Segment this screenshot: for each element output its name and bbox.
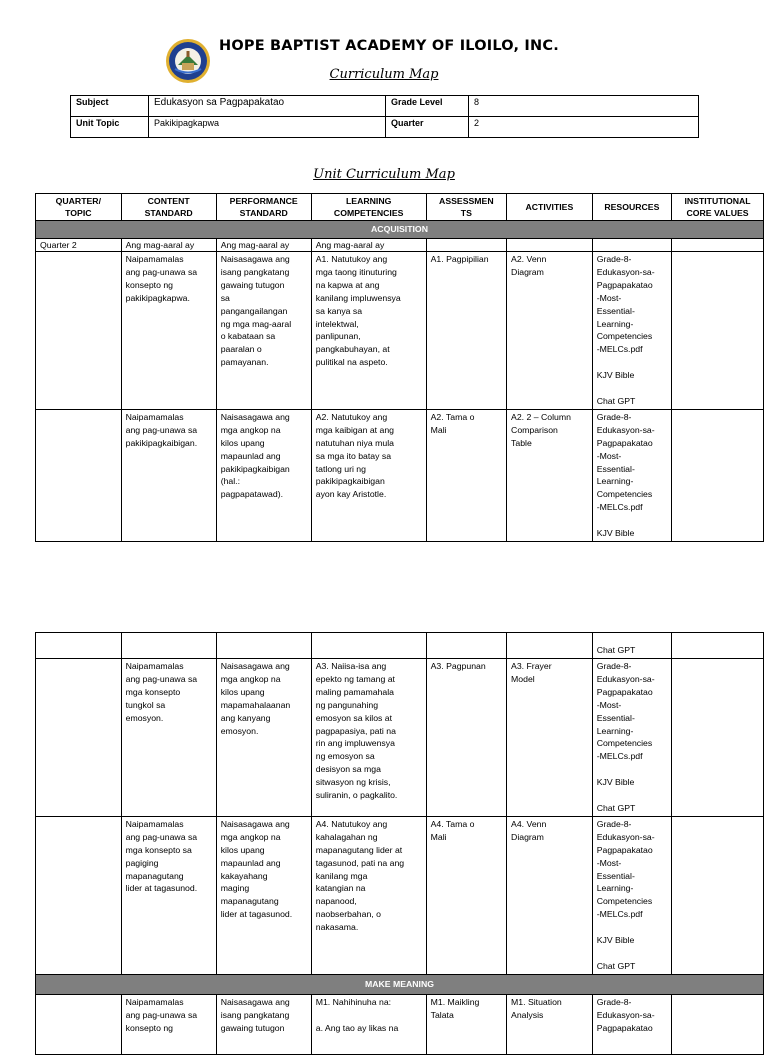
core-values-cell [672, 816, 764, 974]
table-row [36, 659, 764, 817]
resources-cell: Chat GPT [592, 633, 671, 659]
col-header-assessments: ASSESSMEN TS [426, 194, 506, 221]
col-header-learning-competencies: LEARNING COMPETENCIES [311, 194, 426, 221]
learning-competency-cell: A3. Naiisa-isa ang epekto ng tamang at maling pamamahala ng pangunahing emosyon sa kilos at pagpapasiya, pati na rin ang impluwensya ng emosyon sa desisyon sa mga sitwasyon ng krisis, suliranin, o pagkalito. [311, 659, 426, 817]
assessment-cell: A3. Pagpunan [426, 659, 506, 817]
activity-cell: M1. Situation Analysis [507, 994, 593, 1054]
resources-cell: Grade-8- Edukasyon-sa- Pagpapakatao -Most- Essential- Learning- Competencies -MELCs.pdf KJV Bible Chat GPT [592, 816, 671, 974]
performance-standard-cell: Naisasagawa ang isang pangkatang gawaing tutugon sa pangangailangan ng mga mag-aaral o kabataan sa paaralan o pamayanan. [216, 252, 311, 410]
activity-cell [507, 239, 593, 252]
learning-competency-cell: A1. Natutukoy ang mga taong itinuturing na kapwa at ang kanilang impluwensya sa kanya sa intelektwal, panlipunan, pangkabuhayan, at pulitikal na aspeto. [311, 252, 426, 410]
col-header-content-standard: CONTENT STANDARD [121, 194, 216, 221]
subject-value: Edukasyon sa Pagpapakatao [149, 96, 386, 117]
activity-cell: A2. Venn Diagram [507, 252, 593, 410]
performance-standard-cell: Naisasagawa ang mga angkop na kilos upang mapaunlad ang kakayahang maging mapanagutang lider at tagasunod. [216, 816, 311, 974]
info-table [70, 95, 699, 138]
activity-cell: A2. 2 – Column Comparison Table [507, 409, 593, 541]
quarter-label: Quarter [386, 117, 469, 138]
learning-competency-cell: Ang mag-aaral ay [311, 239, 426, 252]
col-header-core-values: INSTITUTIONAL CORE VALUES [672, 194, 764, 221]
performance-standard-cell: Naisasagawa ang isang pangkatang gawaing tutugon [216, 994, 311, 1054]
unit-topic-value: Pakikipagkapwa [149, 117, 386, 138]
content-standard-cell: Naipamamalas ang pag-unawa sa pakikipagkaibigan. [121, 409, 216, 541]
content-standard-cell: Naipamamalas ang pag-unawa sa mga konsepto sa pagiging mapanagutang lider at tagasunod. [121, 816, 216, 974]
grade-level-value: 8 [469, 96, 699, 117]
document-title: Curriculum Map [329, 67, 439, 82]
table-row [36, 239, 764, 252]
curriculum-table-continued [35, 632, 764, 1055]
learning-competency-cell: A4. Natutukoy ang kahalagahan ng mapanagutang lider at tagasunod, pati na ang kanilang mga katangian na napanood, naobserbahan, o nakasama. [311, 816, 426, 974]
assessment-cell: A2. Tama o Mali [426, 409, 506, 541]
school-name: HOPE BAPTIST ACADEMY OF ILOILO, INC. [219, 38, 559, 54]
quarter-cell [36, 409, 122, 541]
col-header-activities: ACTIVITIES [507, 194, 593, 221]
resources-cell: Grade-8- Edukasyon-sa- Pagpapakatao -Most- Essential- Learning- Competencies -MELCs.pdf KJV Bible [592, 409, 671, 541]
unit-curriculum-map-title: Unit Curriculum Map [313, 167, 455, 182]
core-values-cell [672, 659, 764, 817]
core-values-cell [672, 994, 764, 1054]
section-label: ACQUISITION [36, 221, 764, 239]
assessment-cell: A4. Tama o Mali [426, 816, 506, 974]
grade-level-label: Grade Level [386, 96, 469, 117]
table-row [36, 994, 764, 1054]
learning-competency-cell: A2. Natutukoy ang mga kaibigan at ang natutuhan niya mula sa mga ito batay sa tatlong uri ng pakikipagkaibigan ayon kay Aristotle. [311, 409, 426, 541]
quarter-cell: Quarter 2 [36, 239, 122, 252]
core-values-cell [672, 252, 764, 410]
table-row [36, 252, 764, 410]
unit-topic-label: Unit Topic [71, 117, 149, 138]
core-values-cell [672, 409, 764, 541]
col-header-resources: RESOURCES [592, 194, 671, 221]
content-standard-cell: Ang mag-aaral ay [121, 239, 216, 252]
performance-standard-cell: Naisasagawa ang mga angkop na kilos upang mapamahalaanan ang kanyang emosyon. [216, 659, 311, 817]
content-standard-cell: Naipamamalas ang pag-unawa sa mga konsepto tungkol sa emosyon. [121, 659, 216, 817]
section-label: MAKE MEANING [36, 974, 764, 994]
assessment-cell [426, 239, 506, 252]
section-acquisition [36, 221, 764, 239]
resources-cell: Grade-8- Edukasyon-sa- Pagpapakatao -Most- Essential- Learning- Competencies -MELCs.pdf KJV Bible Chat GPT [592, 252, 671, 410]
resources-cell [592, 239, 671, 252]
learning-competency-cell: M1. Nahihinuha na: a. Ang tao ay likas na [311, 994, 426, 1054]
core-values-cell [672, 239, 764, 252]
table-row [36, 633, 764, 659]
col-header-performance-standard: PERFORMANCE STANDARD [216, 194, 311, 221]
resources-cell: Grade-8- Edukasyon-sa- Pagpapakatao -Most- Essential- Learning- Competencies -MELCs.pdf KJV Bible Chat GPT [592, 659, 671, 817]
assessment-cell: A1. Pagpipilian [426, 252, 506, 410]
quarter-cell [36, 816, 122, 974]
activity-cell: A3. Frayer Model [507, 659, 593, 817]
resources-cell: Grade-8- Edukasyon-sa- Pagpapakatao [592, 994, 671, 1054]
curriculum-table [35, 193, 764, 542]
core-values-cell [672, 633, 764, 659]
table-header-row [36, 194, 764, 221]
performance-standard-cell: Naisasagawa ang mga angkop na kilos upang mapaunlad ang pakikipagkaibigan (hal.: pagpapatawad). [216, 409, 311, 541]
content-standard-cell: Naipamamalas ang pag-unawa sa konsepto ng [121, 994, 216, 1054]
quarter-value: 2 [469, 117, 699, 138]
section-make-meaning [36, 974, 764, 994]
activity-cell: A4. Venn Diagram [507, 816, 593, 974]
quarter-cell [36, 252, 122, 410]
table-row [36, 816, 764, 974]
quarter-cell [36, 994, 122, 1054]
table-row [36, 409, 764, 541]
assessment-cell: M1. Maikling Talata [426, 994, 506, 1054]
col-header-quarter-topic: QUARTER/ TOPIC [36, 194, 122, 221]
content-standard-cell: Naipamamalas ang pag-unawa sa konsepto ng pakikipagkapwa. [121, 252, 216, 410]
quarter-cell [36, 659, 122, 817]
performance-standard-cell: Ang mag-aaral ay [216, 239, 311, 252]
subject-label: Subject [71, 96, 149, 117]
